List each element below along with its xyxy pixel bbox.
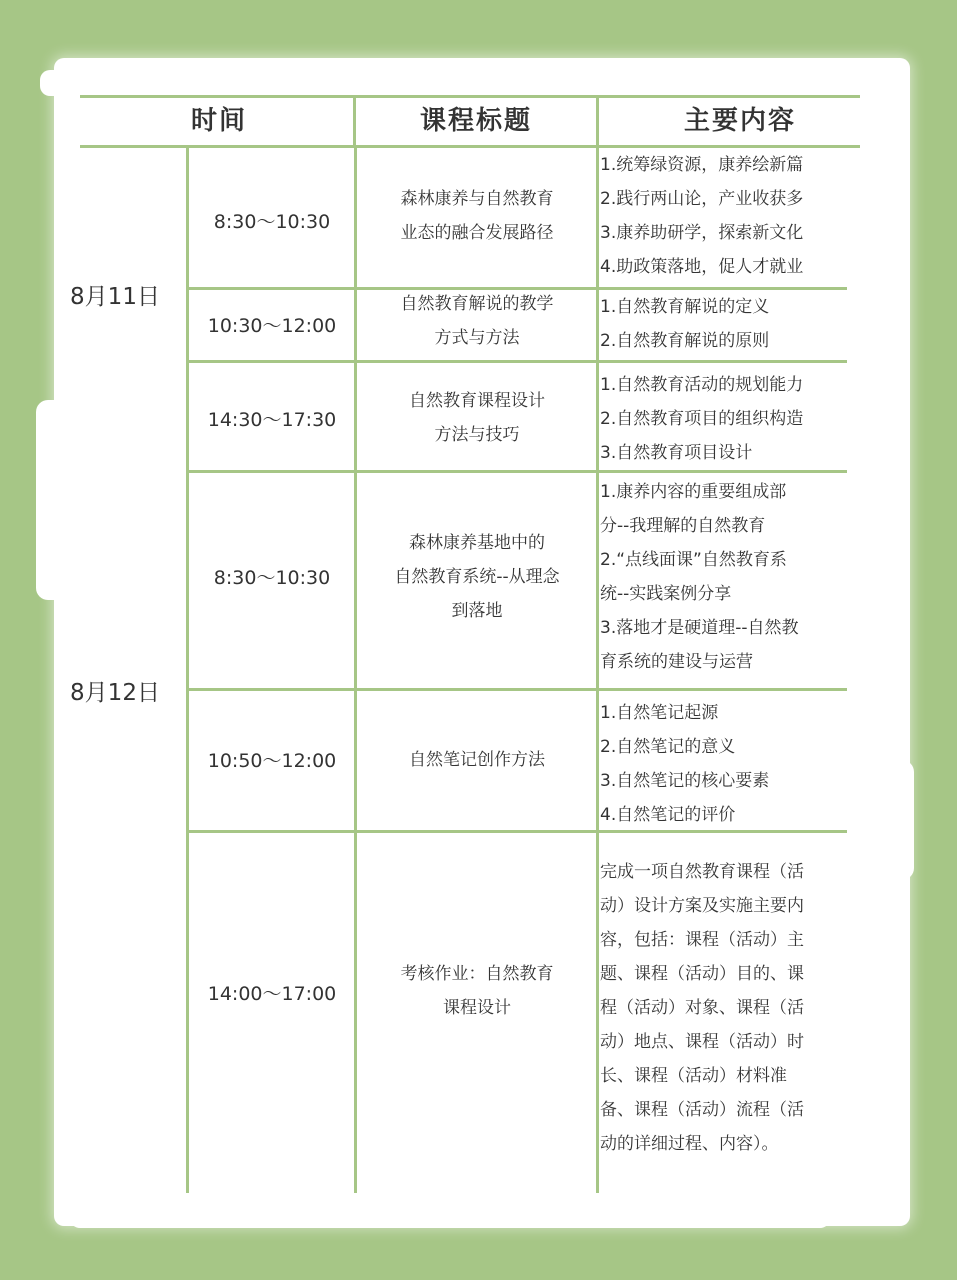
brush-edge [870, 180, 910, 270]
row-title [357, 526, 597, 628]
content-line: 分--我理解的自然教育 [600, 516, 766, 536]
header-time: 时间 [190, 106, 247, 136]
title-line: 考核作业：自然教育 [400, 964, 554, 984]
content-line: 1.康养内容的重要组成部 [600, 482, 787, 502]
row-title [357, 743, 597, 777]
content-line: 长、课程（活动）材料准 [600, 1066, 787, 1086]
title-line: 森林康养与自然教育 [400, 189, 554, 209]
content-line: 容，包括：课程（活动）主 [600, 930, 804, 950]
title-line: 方式与方法 [434, 328, 520, 348]
title-line: 自然教育课程设计 [409, 391, 545, 411]
row-time: 8:30～10:30 [213, 567, 331, 589]
row-title [357, 287, 597, 355]
content-line: 程（活动）对象、课程（活 [600, 998, 804, 1018]
date-aug-12: 8月12日 [70, 680, 160, 706]
content-line: 3.自然笔记的核心要素 [600, 771, 770, 791]
content-line: 动）设计方案及实施主要内 [600, 896, 804, 916]
column-rule-date [186, 148, 189, 1193]
title-line: 森林康养基地中的 [409, 533, 545, 553]
content-line: 3.自然教育项目设计 [600, 443, 753, 463]
date-aug-11: 8月11日 [70, 284, 160, 310]
title-line: 课程设计 [443, 998, 511, 1018]
row-time: 14:30～17:30 [207, 409, 337, 431]
content-line: 4.自然笔记的评价 [600, 805, 736, 825]
row-time: 10:30～12:00 [207, 315, 337, 337]
content-line: 备、课程（活动）流程（活 [600, 1100, 804, 1120]
row-title [357, 182, 597, 250]
row-time: 14:00～17:00 [207, 983, 337, 1005]
row-content [600, 696, 870, 832]
row-title [357, 384, 597, 452]
row-content [600, 148, 870, 284]
content-line: 3.落地才是硬道理--自然教 [600, 618, 799, 638]
content-line: 2.“点线面课”自然教育系 [600, 550, 787, 570]
content-line: 1.自然笔记起源 [600, 703, 719, 723]
title-line: 自然教育解说的教学 [400, 294, 554, 314]
content-line: 动）地点、课程（活动）时 [600, 1032, 804, 1052]
row-rule [187, 360, 847, 363]
header-main-content: 主要内容 [683, 106, 796, 136]
row-time: 8:30～10:30 [213, 211, 331, 233]
content-line: 4.助政策落地，促人才就业 [600, 257, 804, 277]
content-line: 3.康养助研学，探索新文化 [600, 223, 804, 243]
title-line: 方法与技巧 [434, 425, 520, 445]
content-line: 1.自然教育活动的规划能力 [600, 375, 804, 395]
row-title [357, 957, 597, 1025]
row-rule [187, 470, 847, 473]
header-divider [596, 97, 599, 147]
row-rule [187, 688, 847, 691]
brush-edge [880, 760, 914, 880]
row-content [600, 368, 870, 470]
row-content [600, 290, 870, 358]
content-line: 题、课程（活动）目的、课 [600, 964, 804, 984]
row-content [600, 855, 870, 1161]
row-content [600, 475, 870, 679]
row-time: 10:50～12:00 [207, 750, 337, 772]
content-line: 1.自然教育解说的定义 [600, 297, 770, 317]
brush-edge [70, 1200, 830, 1228]
content-line: 1.统筹绿资源，康养绘新篇 [600, 155, 804, 175]
content-line: 育系统的建设与运营 [600, 652, 753, 672]
header-course-title: 课程标题 [419, 106, 532, 136]
content-line: 2.自然笔记的意义 [600, 737, 736, 757]
brush-edge [40, 70, 100, 96]
title-line: 自然笔记创作方法 [409, 750, 545, 770]
title-line: 自然教育系统--从理念 [394, 567, 560, 587]
content-line: 动的详细过程、内容）。 [600, 1134, 779, 1154]
content-line: 2.践行两山论，产业收获多 [600, 189, 804, 209]
content-line: 完成一项自然教育课程（活 [600, 862, 804, 882]
content-line: 2.自然教育项目的组织构造 [600, 409, 804, 429]
content-line: 2.自然教育解说的原则 [600, 331, 770, 351]
title-line: 到落地 [451, 601, 503, 621]
content-line: 统--实践案例分享 [600, 584, 732, 604]
brush-edge [36, 400, 66, 600]
title-line: 业态的融合发展路径 [400, 223, 554, 243]
